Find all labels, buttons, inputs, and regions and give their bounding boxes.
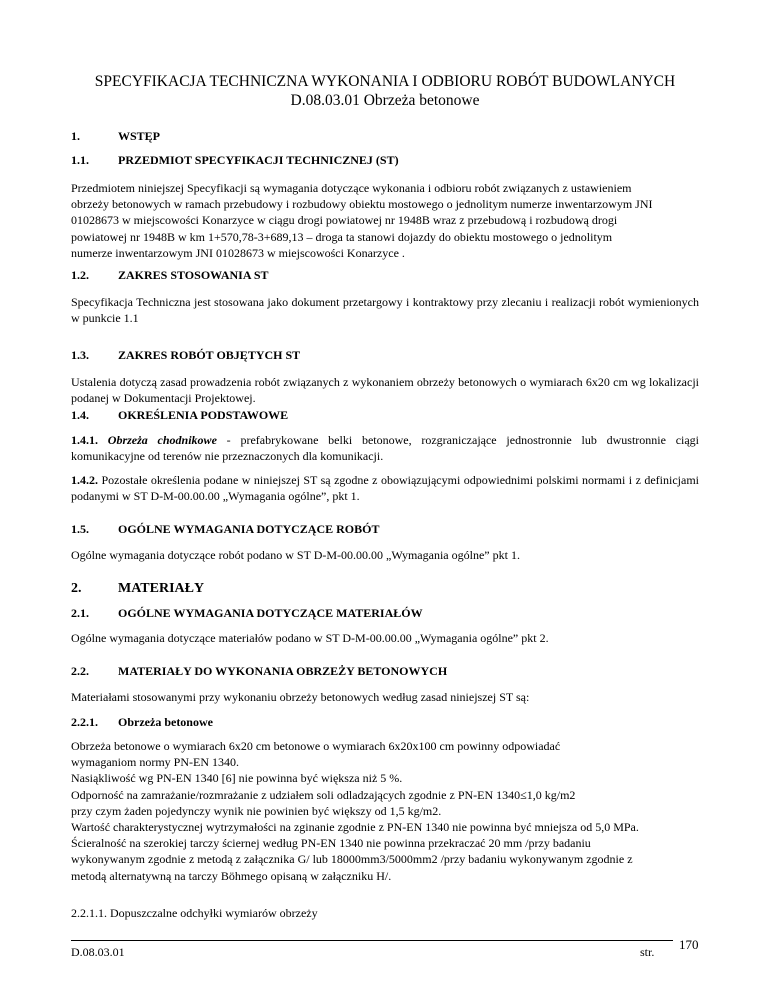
paragraph-1-2: Specyfikacja Techniczna jest stosowana jako dokument przetargowy i kontraktowy przy zlecaniu i realizacji robót wymienionych w punkcie 1.1 [71,295,699,326]
paragraph-1-5: Ogólne wymagania dotyczące robót podano w ST D-M-00.00.00 „Wymagania ogólne” pkt 1. [71,548,520,562]
heading-2-1: 2.1. OGÓLNE WYMAGANIA DOTYCZĄCE MATERIAŁÓW [71,606,423,620]
page-number: 170 [679,937,699,952]
heading-2: 2. MATERIAŁY [71,581,205,596]
paragraph-2-1: Ogólne wymagania dotyczące materiałów podano w ST D-M-00.00.00 „Wymagania ogólne” pkt 2. [71,631,549,645]
paragraph-2-2: Materiałami stosowanymi przy wykonaniu obrzeży betonowych według zasad niniejszej ST są: [71,690,530,704]
paragraph-1-3: Ustalenia dotyczą zasad prowadzenia robót związanych z wykonaniem obrzeży betonowych o wymiarach 6x20 cm wg lokalizacji podanej w Dokumentacji Projektowej. [71,375,699,406]
heading-2-2-1: 2.2.1. Obrzeża betonowe [71,715,213,729]
heading-1-1: 1.1. PRZEDMIOT SPECYFIKACJI TECHNICZNEJ (ST) [71,153,399,167]
definition-1-4-1: 1.4.1. Obrzeża chodnikowe - prefabrykowane belki betonowe, rozgraniczające jednostronnie lub dwustronnie ciągi komunikacyjne od terenów nie przeznaczonych dla komunikacji. [71,433,700,464]
heading-1-3: 1.3. ZAKRES ROBÓT OBJĘTYCH ST [71,348,301,362]
footer-code: D.08.03.01 [71,945,125,959]
heading-1-2: 1.2. ZAKRES STOSOWANIA ST [71,268,269,282]
footer-str-label: str. [640,945,655,959]
footer-rule [71,940,673,941]
heading-1: 1. WSTĘP [71,129,161,143]
definition-1-4-2: 1.4.2. Pozostałe określenia podane w niniejszej ST są zgodne z obowiązującymi odpowiednimi polskimi normami i z definicjami podanymi w ST D-M-00.00.00 „Wymagania ogólne”, pkt 1. [71,473,699,504]
heading-2-2: 2.2. MATERIAŁY DO WYKONANIA OBRZEŻY BETONOWYCH [71,664,448,678]
paragraph-2-2-1: Obrzeża betonowe o wymiarach 6x20 cm betonowe o wymiarach 6x20x100 cm powinny odpowiadać wymaganiom normy PN-EN 1340. Nasiąkliwość wg PN-EN 1340 [6] nie powinna być większa niż 5 %. Odporność na zamrażanie/rozmrażanie z udziałem soli odladzających zgodnie z PN-EN 1340≤1,0 kg/m2 przy czym żaden pojedynczy wynik nie powinien być większy od 1,5 kg/m2. Wartość charakterystycznej wytrzymałości na zginanie zgodnie z PN-EN 1340 nie powinna być mniejsza od 5,0 MPa. Ścieralność na szerokiej tarczy ściernej według PN-EN 1340 nie powinna przekraczać 20 mm /przy badaniu wykonywanym zgodnie z metodą z załącznika G/ lub 18000mm3/5000mm2 /przy badaniu wykonywanym zgodnie z metodą alternatywną na tarczy Böhmego opisaną w załączniku H/. [71,739,639,883]
heading-1-4: 1.4. OKREŚLENIA PODSTAWOWE [71,408,289,422]
subsection-2-2-1-1: 2.2.1.1. Dopuszczalne odchyłki wymiarów obrzeży [71,906,318,920]
paragraph-1-1: Przedmiotem niniejszej Specyfikacji są wymagania dotyczące wykonania i odbioru robót związanych z ustawieniem obrzeży betonowych w ramach przebudowy i rozbudowy obiektu mostowego o jednolitym numerze inwentarzowym JNI 01028673 w miejscowości Konarzyce w ciągu drogi powiatowej nr 1948B wraz z przebudową i rozbudową drogi powiatowej nr 1948B w km 1+570,78-3+689,13 – droga ta stanowi dojazdy do obiektu mostowego o jednolitym numerze inwentarzowym JNI 01028673 w miejscowości Konarzyce . [71,181,653,260]
heading-1-5: 1.5. OGÓLNE WYMAGANIA DOTYCZĄCE ROBÓT [71,522,380,536]
document-title: SPECYFIKACJA TECHNICZNA WYKONANIA I ODBIORU ROBÓT BUDOWLANYCH D.08.03.01 Obrzeża betonowe [94,73,676,109]
